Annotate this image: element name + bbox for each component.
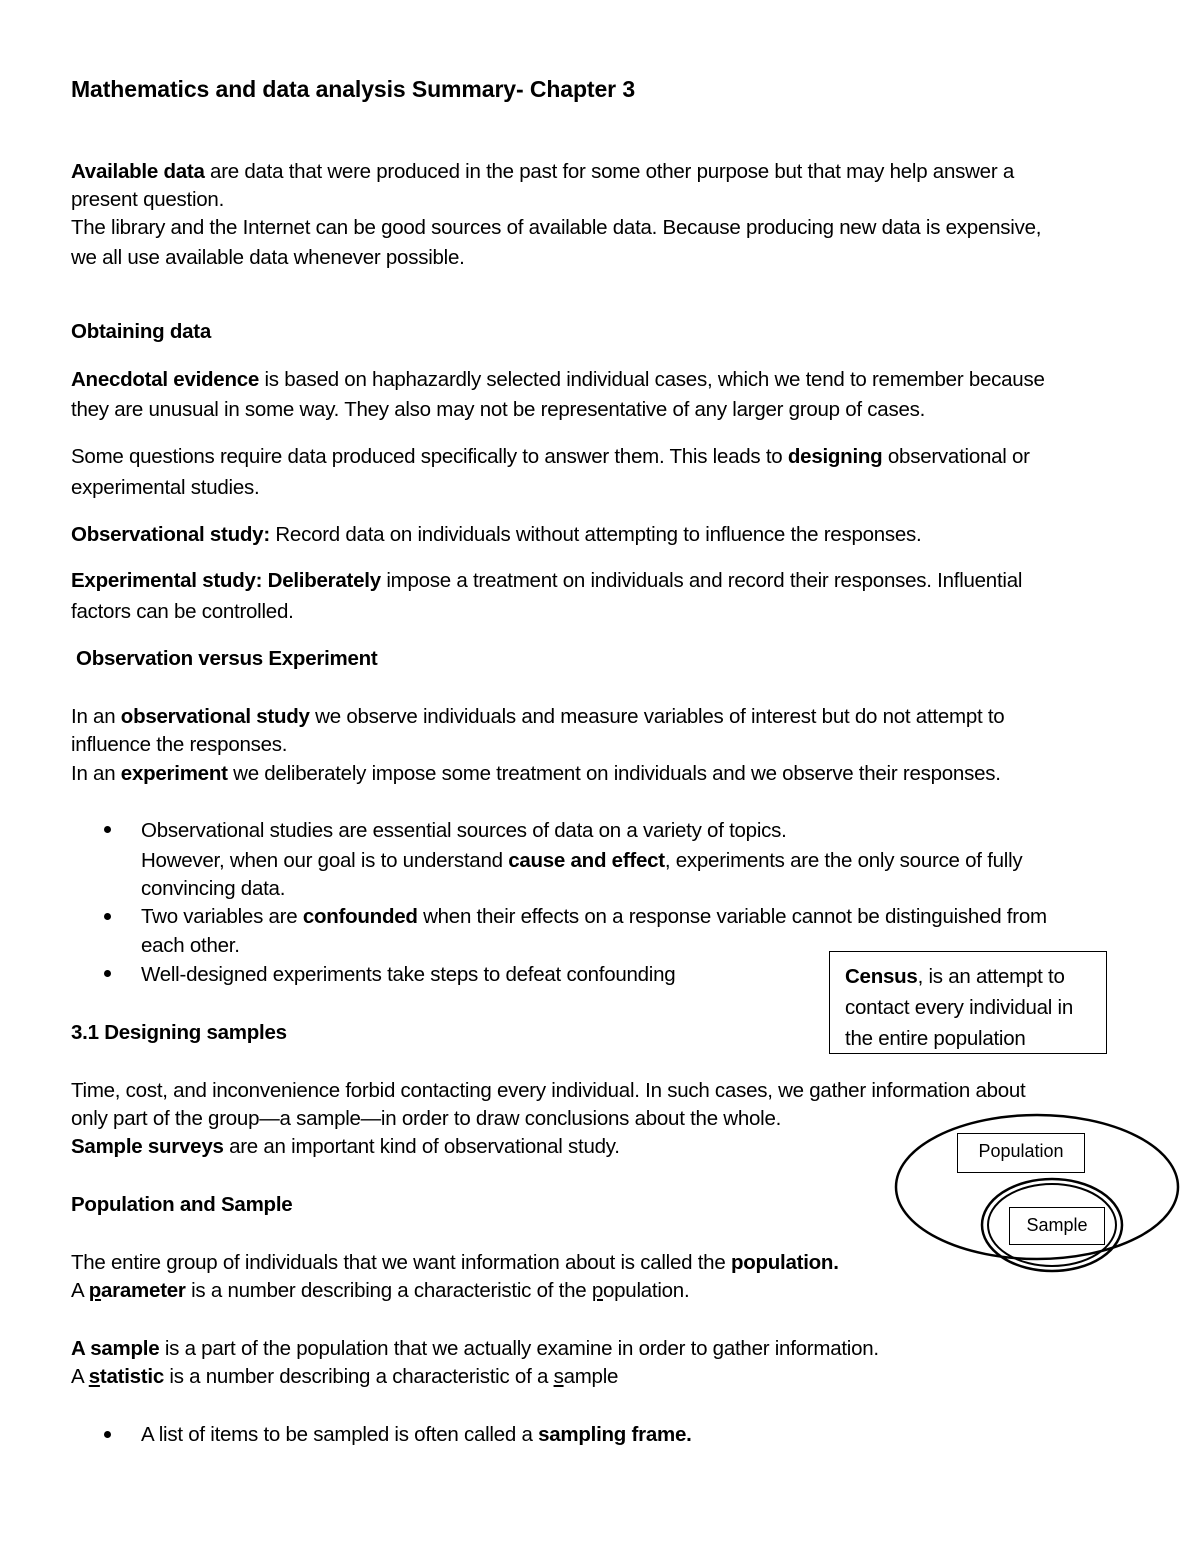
term-anecdotal-evidence: Anecdotal evidence bbox=[71, 368, 260, 391]
designing-line-2: experimental studies. bbox=[71, 476, 260, 499]
available-data-line-1: Available data are data that were produced in the past for some other purpose but that may help answer a bbox=[71, 160, 1014, 183]
statistic-line: A statistic is a number describing a characteristic of a sample bbox=[71, 1365, 619, 1388]
available-data-line-2: present question. bbox=[71, 188, 225, 211]
heading-observation-versus-experiment: Observation versus Experiment bbox=[76, 647, 378, 670]
bullet-1-line-3: convincing data. bbox=[141, 877, 286, 900]
available-data-line-4: we all use available data whenever possible. bbox=[71, 246, 465, 269]
bullet-dot bbox=[104, 826, 111, 833]
anecdotal-line-2: they are unusual in some way. They also may not be representative of any larger group of cases. bbox=[71, 398, 926, 421]
experimental-study-line-2: factors can be controlled. bbox=[71, 600, 294, 623]
heading-designing-samples: 3.1 Designing samples bbox=[71, 1021, 287, 1044]
census-line-2: contact every individual in bbox=[845, 996, 1073, 1019]
ove-paragraph-2: In an experiment we deliberately impose some treatment on individuals and we observe their responses. bbox=[71, 762, 1001, 785]
bullet-dot bbox=[104, 913, 111, 920]
sample-line: A sample is a part of the population that we actually examine in order to gather information. bbox=[71, 1337, 879, 1360]
parameter-line: A parameter is a number describing a characteristic of the population. bbox=[71, 1279, 690, 1302]
ove-paragraph-1-line-1: In an observational study we observe individuals and measure variables of interest but do not attempt to bbox=[71, 705, 1005, 728]
samples-line-2: only part of the group—a sample—in order to draw conclusions about the whole. bbox=[71, 1107, 782, 1130]
sample-label: Sample bbox=[1009, 1207, 1105, 1245]
anecdotal-line-1: Anecdotal evidence is based on haphazardly selected individual cases, which we tend to remember because bbox=[71, 368, 1045, 391]
diagram-ellipses bbox=[890, 1105, 1185, 1280]
sampling-frame-bullet: A list of items to be sampled is often called a sampling frame. bbox=[141, 1423, 692, 1446]
samples-line-1: Time, cost, and inconvenience forbid contacting every individual. In such cases, we gather information about bbox=[71, 1079, 1026, 1102]
available-data-line-3: The library and the Internet can be good sources of available data. Because producing new data is expensive, bbox=[71, 216, 1042, 239]
bullet-1-line-2: However, when our goal is to understand cause and effect, experiments are the only source of fully bbox=[141, 849, 1023, 872]
experimental-study-line-1: Experimental study: Deliberately impose a treatment on individuals and record their responses. Influential bbox=[71, 569, 1023, 592]
census-callout-box bbox=[829, 951, 1107, 1054]
bullet-2-line-1: Two variables are confounded when their effects on a response variable cannot be distinguished from bbox=[141, 905, 1047, 928]
bullet-3: Well-designed experiments take steps to defeat confounding bbox=[141, 963, 676, 986]
heading-obtaining-data: Obtaining data bbox=[71, 320, 211, 343]
census-line-1: Census, is an attempt to bbox=[845, 965, 1065, 988]
designing-line-1: Some questions require data produced specifically to answer them. This leads to designing observational or bbox=[71, 445, 1030, 468]
census-line-3: the entire population bbox=[845, 1027, 1026, 1050]
bullet-dot bbox=[104, 1431, 111, 1438]
population-sample-diagram bbox=[890, 1105, 1185, 1280]
page-title: Mathematics and data analysis Summary- Chapter 3 bbox=[71, 76, 636, 102]
bullet-dot bbox=[104, 970, 111, 977]
heading-population-and-sample: Population and Sample bbox=[71, 1193, 293, 1216]
population-line: The entire group of individuals that we want information about is called the population. bbox=[71, 1251, 839, 1274]
ove-paragraph-1-line-2: influence the responses. bbox=[71, 733, 288, 756]
term-available-data: Available data bbox=[71, 160, 205, 183]
population-label: Population bbox=[957, 1133, 1085, 1173]
bullet-1-line-1: Observational studies are essential sources of data on a variety of topics. bbox=[141, 819, 787, 842]
observational-study-definition: Observational study: Record data on individuals without attempting to influence the responses. bbox=[71, 523, 922, 546]
samples-line-3: Sample surveys are an important kind of observational study. bbox=[71, 1135, 620, 1158]
bullet-2-line-2: each other. bbox=[141, 934, 240, 957]
